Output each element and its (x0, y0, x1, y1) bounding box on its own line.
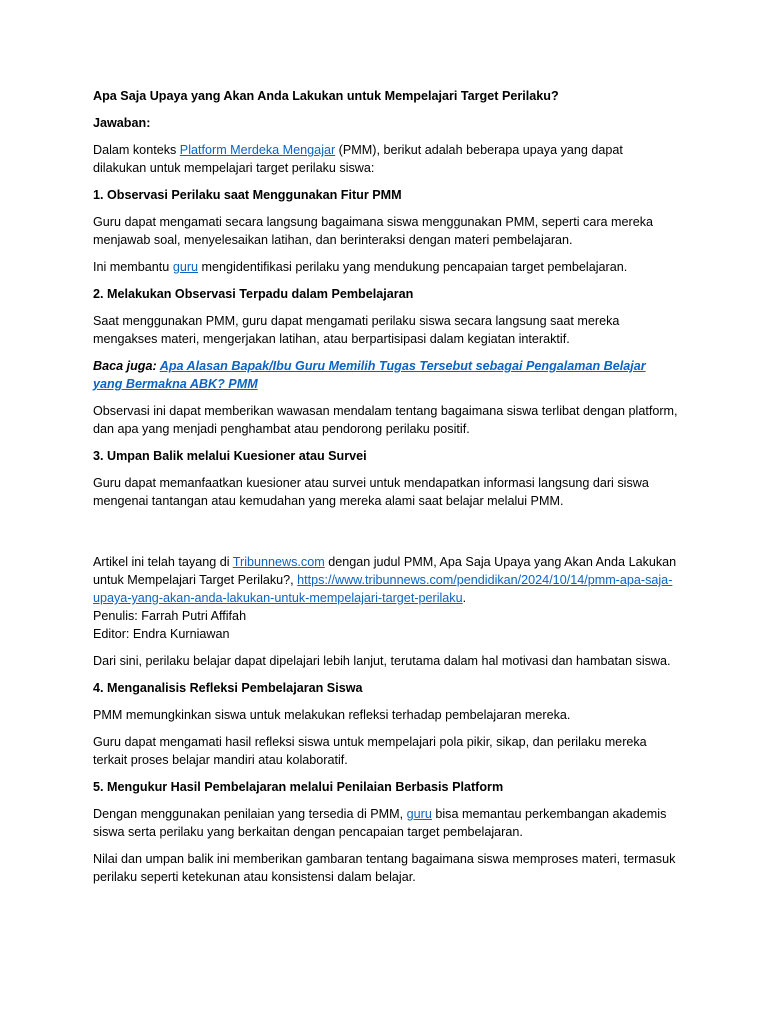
credit-writer: Penulis: Farrah Putri Affifah (93, 609, 247, 623)
credit-editor: Editor: Endra Kurniawan (93, 627, 230, 641)
section-3-heading: 3. Umpan Balik melalui Kuesioner atau Survei (93, 449, 367, 463)
credit-mid: dengan judul PMM, Apa Saja Upaya yang Akan Anda Lakukan untuk Mempelajari Target Perilaku?, (93, 555, 677, 587)
section-3-paragraph-1: Guru dapat memanfaatkan kuesioner atau survei untuk mendapatkan informasi langsung dari siswa mengenai tantangan atau kemudahan yang mereka alami saat belajar melalui PMM. (93, 476, 649, 508)
answer-label: Jawaban: (93, 116, 151, 130)
tribunnews-link[interactable]: Tribunnews.com (232, 555, 325, 569)
guru-link-2[interactable]: guru (406, 807, 432, 821)
s1-p2-post: mengidentifikasi perilaku yang mendukung pencapaian target pembelajaran. (198, 260, 628, 274)
s5-p1-post: bisa memantau perkembangan akademis siswa serta perilaku yang berkaitan dengan pencapaian target pembelajaran. (93, 807, 667, 839)
after-credit-paragraph: Dari sini, perilaku belajar dapat dipelajari lebih lanjut, terutama dalam hal motivasi dan hambatan siswa. (93, 654, 671, 668)
credit-pre: Artikel ini telah tayang di (93, 555, 233, 569)
section-2-paragraph-2: Observasi ini dapat memberikan wawasan mendalam tentang bagaimana siswa terlibat dengan platform, dan apa yang menjadi penghambat atau pendorong perilaku positif. (93, 404, 678, 436)
s5-p1-pre: Dengan menggunakan penilaian yang tersedia di PMM, (93, 807, 407, 821)
read-also-link[interactable]: Apa Alasan Bapak/Ibu Guru Memilih Tugas Tersebut sebagai Pengalaman Belajar yang Bermakna ABK? PMM (93, 359, 646, 391)
read-also (93, 357, 678, 393)
section-2-heading: 2. Melakukan Observasi Terpadu dalam Pembelajaran (93, 287, 414, 301)
intro-pre: Dalam konteks (93, 143, 180, 157)
section-1-heading: 1. Observasi Perilaku saat Menggunakan Fitur PMM (93, 188, 402, 202)
read-also-label: Baca juga: (93, 359, 160, 373)
article-credit (93, 553, 678, 643)
pmm-link[interactable]: Platform Merdeka Mengajar (179, 143, 336, 157)
guru-link-1[interactable]: guru (172, 260, 199, 274)
section-5-paragraph-2: Nilai dan umpan balik ini memberikan gambaran tentang bagaimana siswa memproses materi, termasuk perilaku seperti ketekunan atau konsistensi dalam belajar. (93, 852, 676, 884)
section-1-paragraph-2 (93, 258, 678, 276)
section-4-paragraph-2: Guru dapat mengamati hasil refleksi siswa untuk mempelajari pola pikir, sikap, dan perilaku mereka terkait proses belajar mandiri atau kolaboratif. (93, 735, 647, 767)
s1-p2-pre: Ini membantu (93, 260, 173, 274)
section-5-paragraph-1 (93, 805, 678, 841)
intro-post: (PMM), berikut adalah beberapa upaya yang dapat dilakukan untuk mempelajari target perilaku siswa: (93, 143, 623, 175)
section-2-paragraph-1: Saat menggunakan PMM, guru dapat mengamati perilaku siswa secara langsung saat mereka mengakses materi, mengerjakan latihan, atau berpartisipasi dalam kegiatan interaktif. (93, 314, 620, 346)
intro-paragraph (93, 141, 678, 177)
section-4-paragraph-1: PMM memungkinkan siswa untuk melakukan refleksi terhadap pembelajaran mereka. (93, 708, 571, 722)
section-1-paragraph-1: Guru dapat mengamati secara langsung bagaimana siswa menggunakan PMM, seperti cara mereka menjawab soal, menyelesaikan latihan, dan berinteraksi dengan materi pembelajaran. (93, 215, 654, 247)
question-heading: Apa Saja Upaya yang Akan Anda Lakukan untuk Mempelajari Target Perilaku? (93, 89, 559, 103)
spacer (93, 519, 678, 553)
credit-end: . (462, 591, 467, 605)
article-url-link[interactable]: https://www.tribunnews.com/pendidikan/2024/10/14/pmm-apa-saja-upaya-yang-akan-anda-lakukan-untuk-mempelajari-target-perilaku (93, 573, 673, 605)
section-4-heading: 4. Menganalisis Refleksi Pembelajaran Siswa (93, 681, 363, 695)
section-5-heading: 5. Mengukur Hasil Pembelajaran melalui Penilaian Berbasis Platform (93, 780, 504, 794)
